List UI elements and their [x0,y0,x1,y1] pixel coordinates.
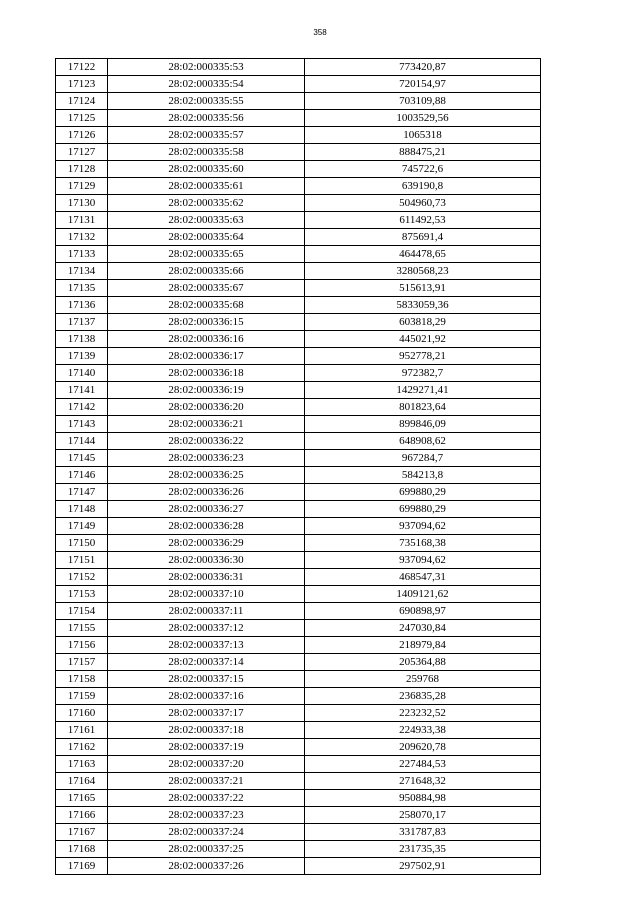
cadastral-number-cell: 28:02:000335:67 [108,280,305,297]
row-number-cell: 17143 [56,416,108,433]
row-number-cell: 17139 [56,348,108,365]
cadastral-number-cell: 28:02:000337:22 [108,790,305,807]
row-number-cell: 17133 [56,246,108,263]
cadastral-number-cell: 28:02:000337:18 [108,722,305,739]
row-number-cell: 17124 [56,93,108,110]
cadastral-number-cell: 28:02:000337:20 [108,756,305,773]
table-row [56,229,541,246]
cadastral-number-cell: 28:02:000335:63 [108,212,305,229]
row-number-cell: 17127 [56,144,108,161]
cadastral-number-cell: 28:02:000335:55 [108,93,305,110]
table-row [56,535,541,552]
row-number-cell: 17158 [56,671,108,688]
table-row [56,807,541,824]
row-number-cell: 17129 [56,178,108,195]
cadastral-number-cell: 28:02:000337:13 [108,637,305,654]
value-cell: 720154,97 [305,76,541,93]
table-row [56,671,541,688]
value-cell: 227484,53 [305,756,541,773]
table-row [56,212,541,229]
cadastral-number-cell: 28:02:000336:15 [108,314,305,331]
table-row [56,654,541,671]
row-number-cell: 17157 [56,654,108,671]
value-cell: 611492,53 [305,212,541,229]
value-cell: 899846,09 [305,416,541,433]
cadastral-number-cell: 28:02:000336:19 [108,382,305,399]
value-cell: 259768 [305,671,541,688]
value-cell: 950884,98 [305,790,541,807]
row-number-cell: 17168 [56,841,108,858]
cadastral-number-cell: 28:02:000337:25 [108,841,305,858]
cadastral-number-cell: 28:02:000335:54 [108,76,305,93]
table-row [56,416,541,433]
value-cell: 937094,62 [305,518,541,535]
row-number-cell: 17130 [56,195,108,212]
row-number-cell: 17147 [56,484,108,501]
value-cell: 1409121,62 [305,586,541,603]
table-row [56,331,541,348]
cadastral-number-cell: 28:02:000336:30 [108,552,305,569]
cadastral-number-cell: 28:02:000337:12 [108,620,305,637]
row-number-cell: 17161 [56,722,108,739]
row-number-cell: 17166 [56,807,108,824]
table-row [56,841,541,858]
row-number-cell: 17137 [56,314,108,331]
row-number-cell: 17163 [56,756,108,773]
table-row [56,518,541,535]
cadastral-number-cell: 28:02:000335:53 [108,59,305,76]
row-number-cell: 17150 [56,535,108,552]
table-row [56,586,541,603]
row-number-cell: 17134 [56,263,108,280]
page-number: 358 [313,28,327,37]
row-number-cell: 17162 [56,739,108,756]
cadastral-number-cell: 28:02:000335:56 [108,110,305,127]
value-cell: 967284,7 [305,450,541,467]
cadastral-number-cell: 28:02:000336:27 [108,501,305,518]
value-cell: 224933,38 [305,722,541,739]
value-cell: 271648,32 [305,773,541,790]
row-number-cell: 17165 [56,790,108,807]
row-number-cell: 17152 [56,569,108,586]
cadastral-number-cell: 28:02:000335:62 [108,195,305,212]
row-number-cell: 17148 [56,501,108,518]
value-cell: 5833059,36 [305,297,541,314]
cadastral-number-cell: 28:02:000337:14 [108,654,305,671]
value-cell: 1429271,41 [305,382,541,399]
table-row [56,552,541,569]
table-row [56,144,541,161]
row-number-cell: 17146 [56,467,108,484]
table-row [56,722,541,739]
table-row [56,348,541,365]
cadastral-number-cell: 28:02:000335:64 [108,229,305,246]
cadastral-number-cell: 28:02:000335:60 [108,161,305,178]
value-cell: 331787,83 [305,824,541,841]
value-cell: 699880,29 [305,501,541,518]
table-row [56,263,541,280]
table-row [56,705,541,722]
value-cell: 639190,8 [305,178,541,195]
value-cell: 1003529,56 [305,110,541,127]
cadastral-number-cell: 28:02:000335:65 [108,246,305,263]
value-cell: 888475,21 [305,144,541,161]
row-number-cell: 17122 [56,59,108,76]
cadastral-number-cell: 28:02:000336:28 [108,518,305,535]
table-row [56,110,541,127]
value-cell: 690898,97 [305,603,541,620]
row-number-cell: 17140 [56,365,108,382]
cadastral-number-cell: 28:02:000337:17 [108,705,305,722]
cadastral-number-cell: 28:02:000337:21 [108,773,305,790]
row-number-cell: 17132 [56,229,108,246]
table-row [56,620,541,637]
table-row [56,603,541,620]
value-cell: 223232,52 [305,705,541,722]
value-cell: 515613,91 [305,280,541,297]
value-cell: 231735,35 [305,841,541,858]
table-row [56,161,541,178]
cadastral-number-cell: 28:02:000337:19 [108,739,305,756]
cadastral-number-cell: 28:02:000336:18 [108,365,305,382]
table-row [56,93,541,110]
cadastral-number-cell: 28:02:000336:25 [108,467,305,484]
value-cell: 875691,4 [305,229,541,246]
row-number-cell: 17145 [56,450,108,467]
row-number-cell: 17164 [56,773,108,790]
table-row [56,382,541,399]
table-row [56,824,541,841]
cadastral-number-cell: 28:02:000336:31 [108,569,305,586]
row-number-cell: 17131 [56,212,108,229]
table-row [56,450,541,467]
row-number-cell: 17128 [56,161,108,178]
cadastral-number-cell: 28:02:000336:29 [108,535,305,552]
table-row [56,756,541,773]
cadastral-number-cell: 28:02:000336:21 [108,416,305,433]
value-cell: 972382,7 [305,365,541,382]
value-cell: 504960,73 [305,195,541,212]
value-cell: 1065318 [305,127,541,144]
row-number-cell: 17136 [56,297,108,314]
value-cell: 735168,38 [305,535,541,552]
value-cell: 952778,21 [305,348,541,365]
cadastral-number-cell: 28:02:000335:66 [108,263,305,280]
row-number-cell: 17155 [56,620,108,637]
value-cell: 3280568,23 [305,263,541,280]
table-row [56,399,541,416]
value-cell: 464478,65 [305,246,541,263]
row-number-cell: 17142 [56,399,108,416]
row-number-cell: 17156 [56,637,108,654]
cadastral-number-cell: 28:02:000337:24 [108,824,305,841]
row-number-cell: 17151 [56,552,108,569]
row-number-cell: 17125 [56,110,108,127]
value-cell: 699880,29 [305,484,541,501]
cadastral-number-cell: 28:02:000335:58 [108,144,305,161]
table-row [56,178,541,195]
table-row [56,637,541,654]
row-number-cell: 17160 [56,705,108,722]
row-number-cell: 17159 [56,688,108,705]
value-cell: 218979,84 [305,637,541,654]
row-number-cell: 17154 [56,603,108,620]
value-cell: 801823,64 [305,399,541,416]
cadastral-number-cell: 28:02:000337:16 [108,688,305,705]
row-number-cell: 17126 [56,127,108,144]
cadastral-value-table [55,58,541,875]
value-cell: 445021,92 [305,331,541,348]
row-number-cell: 17167 [56,824,108,841]
row-number-cell: 17144 [56,433,108,450]
table-row [56,467,541,484]
value-cell: 584213,8 [305,467,541,484]
table-row [56,246,541,263]
cadastral-number-cell: 28:02:000337:11 [108,603,305,620]
table-row [56,76,541,93]
table-row [56,501,541,518]
table-row [56,59,541,76]
table-row [56,433,541,450]
cadastral-number-cell: 28:02:000336:22 [108,433,305,450]
table-row [56,484,541,501]
value-cell: 745722,6 [305,161,541,178]
table-row [56,739,541,756]
value-cell: 236835,28 [305,688,541,705]
table-row [56,688,541,705]
table-body [56,59,541,875]
cadastral-number-cell: 28:02:000337:23 [108,807,305,824]
cadastral-number-cell: 28:02:000337:10 [108,586,305,603]
cadastral-number-cell: 28:02:000337:15 [108,671,305,688]
value-cell: 297502,91 [305,858,541,875]
table-row [56,858,541,875]
table-row [56,365,541,382]
row-number-cell: 17149 [56,518,108,535]
cadastral-number-cell: 28:02:000336:16 [108,331,305,348]
cadastral-number-cell: 28:02:000335:61 [108,178,305,195]
value-cell: 603818,29 [305,314,541,331]
cadastral-number-cell: 28:02:000336:26 [108,484,305,501]
table-row [56,773,541,790]
cadastral-number-cell: 28:02:000336:17 [108,348,305,365]
value-cell: 773420,87 [305,59,541,76]
value-cell: 648908,62 [305,433,541,450]
cadastral-number-cell: 28:02:000336:23 [108,450,305,467]
cadastral-number-cell: 28:02:000337:26 [108,858,305,875]
cadastral-number-cell: 28:02:000336:20 [108,399,305,416]
row-number-cell: 17123 [56,76,108,93]
row-number-cell: 17135 [56,280,108,297]
value-cell: 468547,31 [305,569,541,586]
row-number-cell: 17141 [56,382,108,399]
table-row [56,280,541,297]
table-row [56,297,541,314]
value-cell: 258070,17 [305,807,541,824]
table-row [56,314,541,331]
cadastral-number-cell: 28:02:000335:57 [108,127,305,144]
value-cell: 209620,78 [305,739,541,756]
cadastral-number-cell: 28:02:000335:68 [108,297,305,314]
row-number-cell: 17153 [56,586,108,603]
value-cell: 937094,62 [305,552,541,569]
row-number-cell: 17138 [56,331,108,348]
value-cell: 247030,84 [305,620,541,637]
table-row [56,195,541,212]
value-cell: 703109,88 [305,93,541,110]
value-cell: 205364,88 [305,654,541,671]
table-row [56,790,541,807]
table-row [56,569,541,586]
row-number-cell: 17169 [56,858,108,875]
table-row [56,127,541,144]
